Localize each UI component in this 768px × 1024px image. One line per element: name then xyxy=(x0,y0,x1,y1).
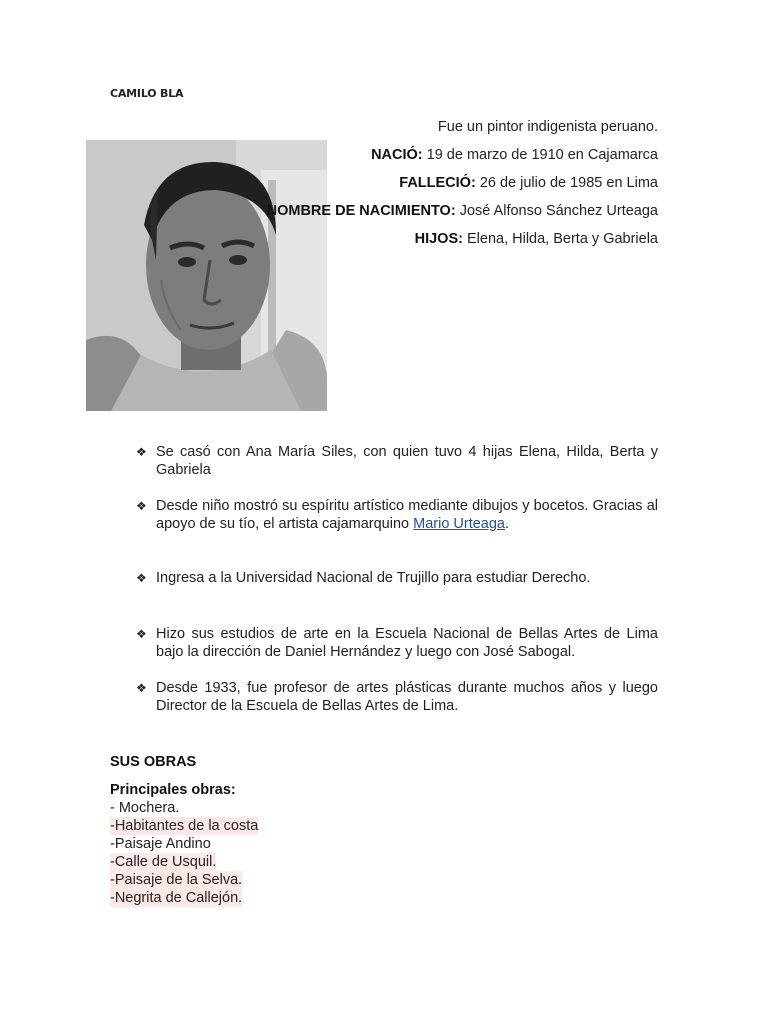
mario-urteaga-link[interactable]: Mario Urteaga xyxy=(413,516,505,532)
diamond-bullet-icon: ❖ xyxy=(136,681,147,695)
list-item: ❖ Ingresa a la Universidad Nacional de Trujillo para estudiar Derecho. xyxy=(136,570,591,586)
works-heading: Principales obras: xyxy=(110,782,236,798)
fact-children: HIJOS: Elena, Hilda, Berta y Gabriela xyxy=(414,231,658,247)
biography-list xyxy=(136,443,658,715)
list-item: -Paisaje de la Selva. xyxy=(110,872,243,888)
diamond-bullet-icon: ❖ xyxy=(136,627,147,641)
document-title: CAMILO BLA xyxy=(110,87,184,100)
intro-line: Fue un pintor indigenista peruano. xyxy=(437,119,658,135)
fact-birth-name: NOMBRE DE NACIMIENTO: José Alfonso Sánchez Urteaga xyxy=(266,203,658,219)
list-item: -Paisaje Andino xyxy=(110,836,211,852)
fact-birth: NACIÓ: 19 de marzo de 1910 en Cajamarca xyxy=(371,147,658,163)
list-item: ❖ Hizo sus estudios de arte en la Escuela Nacional de Bellas Artes de Lima bajo la dirección de Daniel Hernández y luego con José Sabogal. xyxy=(136,626,658,660)
fact-death: FALLECIÓ: 26 de julio de 1985 en Lima xyxy=(399,175,658,191)
list-item: -Negrita de Callejón. xyxy=(110,890,243,906)
list-item: - Mochera. xyxy=(110,800,180,816)
list-item: -Calle de Usquil. xyxy=(110,854,217,870)
list-item: ❖ Desde niño mostró su espíritu artístico mediante dibujos y bocetos. Gracias al apoyo de su tío, el artista cajamarquino Mario Urteaga. xyxy=(136,498,658,532)
list-item: ❖ Desde 1933, fue profesor de artes plásticas durante muchos años y luego Director de la Escuela de Bellas Artes de Lima. xyxy=(136,680,658,714)
diamond-bullet-icon: ❖ xyxy=(136,499,147,513)
list-item: ❖ Se casó con Ana María Siles, con quien tuvo 4 hijas Elena, Hilda, Berta y Gabriela xyxy=(136,444,658,478)
diamond-bullet-icon: ❖ xyxy=(136,571,147,585)
diamond-bullet-icon: ❖ xyxy=(136,445,147,459)
list-item: -Habitantes de la costa xyxy=(110,818,259,834)
works-list xyxy=(110,781,258,907)
works-section-title: SUS OBRAS xyxy=(110,754,197,770)
facts-block xyxy=(198,113,658,253)
